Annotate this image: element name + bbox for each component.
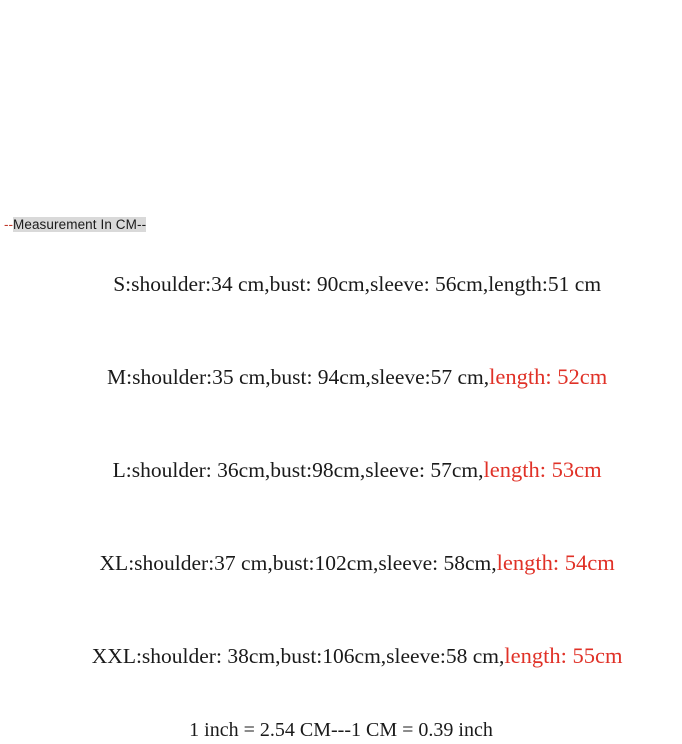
page-title: Measurement In CM-- xyxy=(13,217,147,232)
unit-conversion-note: 1 inch = 2.54 CM---1 CM = 0.39 inch xyxy=(189,719,493,742)
row-measurements: XL:shoulder:37 cm,bust:102cm,sleeve: 58cm, xyxy=(99,551,497,576)
table-row xyxy=(0,517,682,610)
table-row xyxy=(0,424,682,517)
header-dash-prefix: -- xyxy=(4,217,13,232)
row-measurements: S:shoulder:34 cm,bust: 90cm,sleeve: 56cm,length:51 cm xyxy=(113,272,602,297)
table-row xyxy=(0,238,682,331)
row-measurements: XXL:shoulder: 38cm,bust:106cm,sleeve:58 cm, xyxy=(91,643,505,668)
row-length-highlight: length: 54cm xyxy=(496,550,615,576)
table-row xyxy=(0,609,682,702)
row-measurements: L:shoulder: 36cm,bust:98cm,sleeve: 57cm, xyxy=(112,458,484,483)
row-length-highlight: length: 55cm xyxy=(504,642,623,668)
row-length-highlight: length: 52cm xyxy=(489,364,608,390)
chart-header xyxy=(0,216,682,234)
row-length-highlight: length: 53cm xyxy=(483,457,602,483)
row-measurements: M:shoulder:35 cm,bust: 94cm,sleeve:57 cm, xyxy=(106,365,490,390)
measurement-table xyxy=(0,216,682,744)
table-row xyxy=(0,331,682,424)
